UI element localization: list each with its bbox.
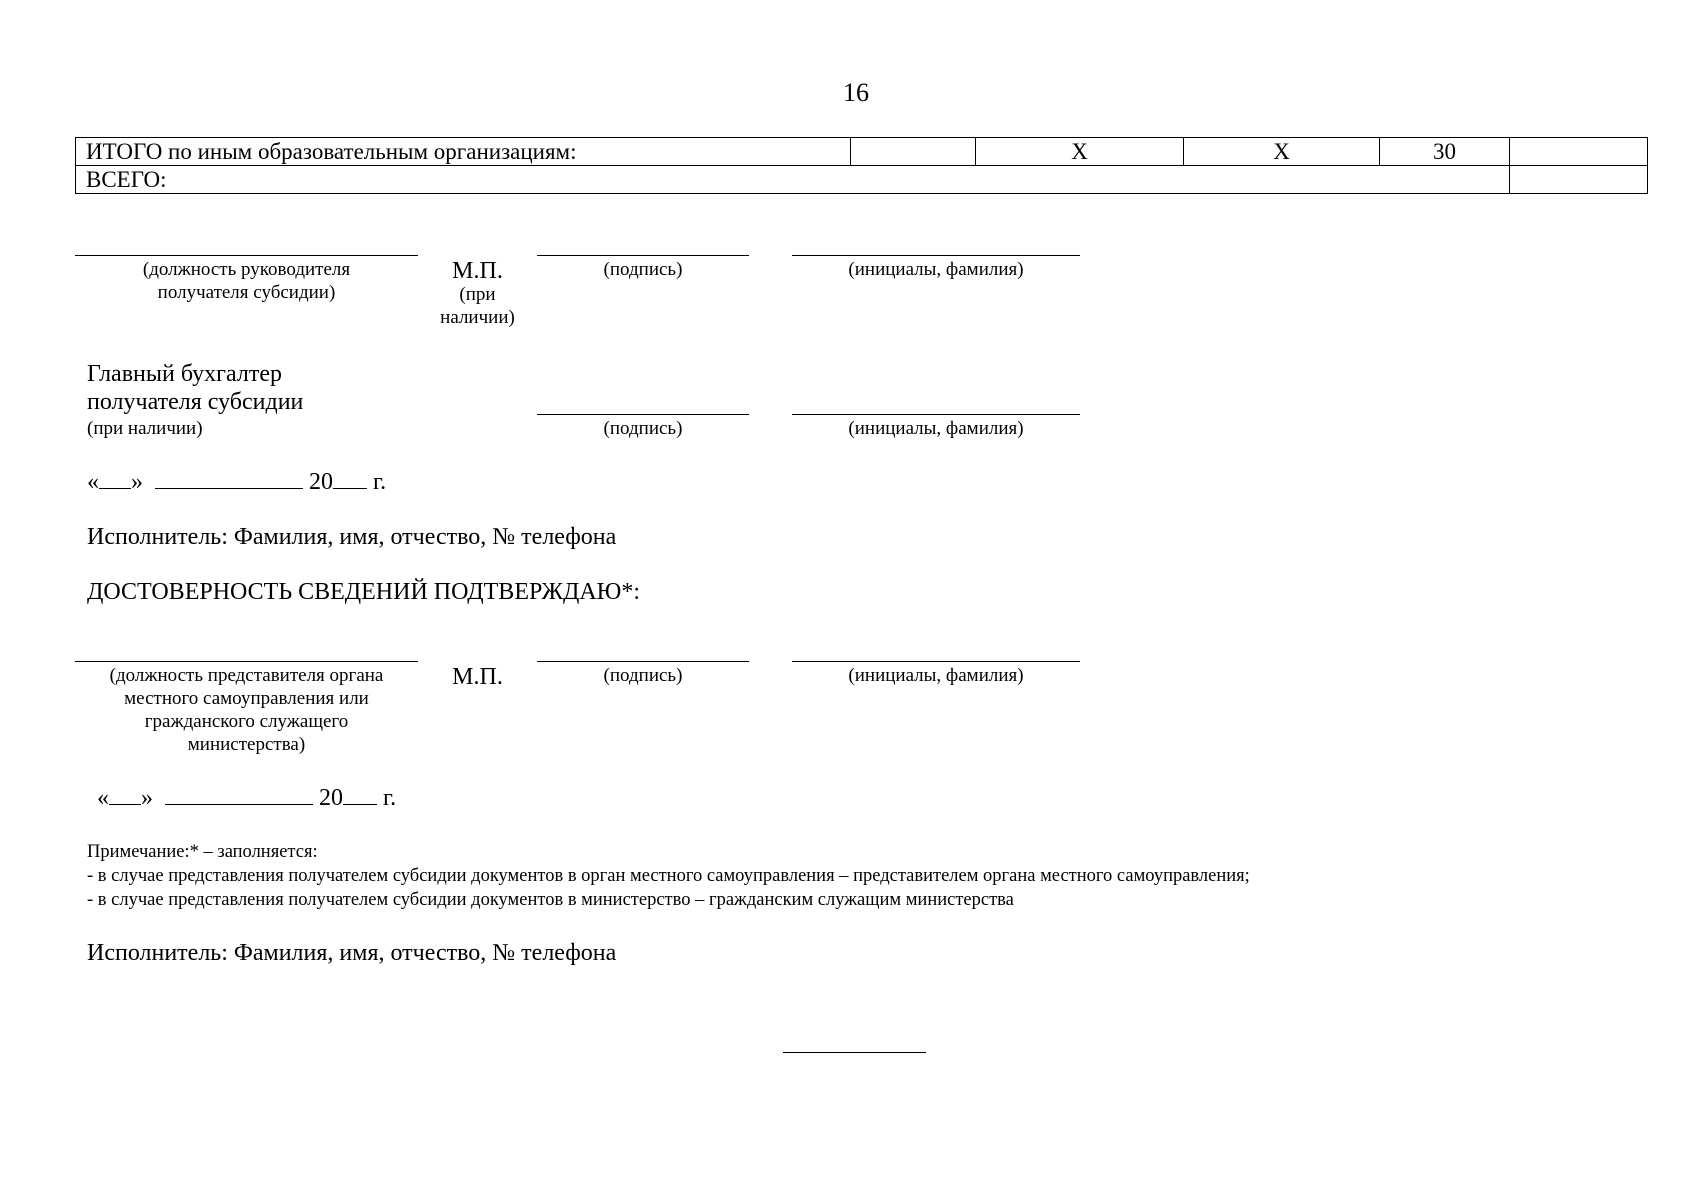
table-cell	[851, 138, 976, 166]
head-position-caption: (должность руководителя получателя субсидии)	[142, 259, 351, 303]
signature-line	[537, 414, 749, 415]
table-cell: 30	[1380, 138, 1510, 166]
head-signature-caption: (подпись)	[603, 259, 683, 280]
date-line: « » 20 г.	[97, 785, 397, 811]
confirmation-heading: ДОСТОВЕРНОСТЬ СВЕДЕНИЙ ПОДТВЕРЖДАЮ*:	[87, 579, 641, 605]
accountant-signature-caption: (подпись)	[603, 418, 683, 439]
footnote-line: - в случае представления получателем субсидии документов в министерство – гражданским служащим министерства	[87, 890, 1014, 910]
position-line	[75, 255, 418, 256]
signature-line	[537, 255, 749, 256]
table-cell	[1510, 138, 1648, 166]
subtotal-label: ИТОГО по иным образовательным организациям:	[76, 138, 851, 166]
page-number: 16	[843, 78, 869, 107]
table-cell: Х	[976, 138, 1184, 166]
stamp-placeholder: М.П.	[452, 664, 503, 690]
totals-table	[75, 137, 1648, 194]
table-row-total	[76, 166, 1648, 194]
table-row-subtotal	[76, 138, 1648, 166]
name-line	[792, 661, 1080, 662]
representative-signature-caption: (подпись)	[603, 665, 683, 686]
representative-position-caption: (должность представителя органа местного самоуправления или гражданского служащего министерства)	[109, 665, 384, 755]
date-line: « » 20 г.	[87, 469, 387, 495]
executor-text: Исполнитель: Фамилия, имя, отчество, № телефона	[87, 524, 617, 550]
accountant-note: (при наличии)	[87, 418, 203, 439]
accountant-name-caption: (инициалы, фамилия)	[848, 418, 1024, 439]
accountant-title: Главный бухгалтер получателя субсидии	[87, 361, 304, 415]
head-name-caption: (инициалы, фамилия)	[848, 259, 1024, 280]
name-line	[792, 414, 1080, 415]
signature-line	[537, 661, 749, 662]
name-line	[792, 255, 1080, 256]
footnote-title: Примечание:* – заполняется:	[87, 842, 318, 862]
footnote-line: - в случае представления получателем субсидии документов в орган местного самоуправления – представителем органа местного самоуправления;	[87, 866, 1250, 886]
representative-name-caption: (инициалы, фамилия)	[848, 665, 1024, 686]
stamp-placeholder: М.П. (при наличии)	[440, 258, 515, 328]
table-cell	[1510, 166, 1648, 194]
executor-text: Исполнитель: Фамилия, имя, отчество, № телефона	[87, 940, 617, 966]
table-cell: Х	[1184, 138, 1380, 166]
total-label: ВСЕГО:	[76, 166, 1510, 194]
position-line	[75, 661, 418, 662]
footnote	[87, 840, 1250, 912]
end-divider	[783, 1052, 926, 1053]
